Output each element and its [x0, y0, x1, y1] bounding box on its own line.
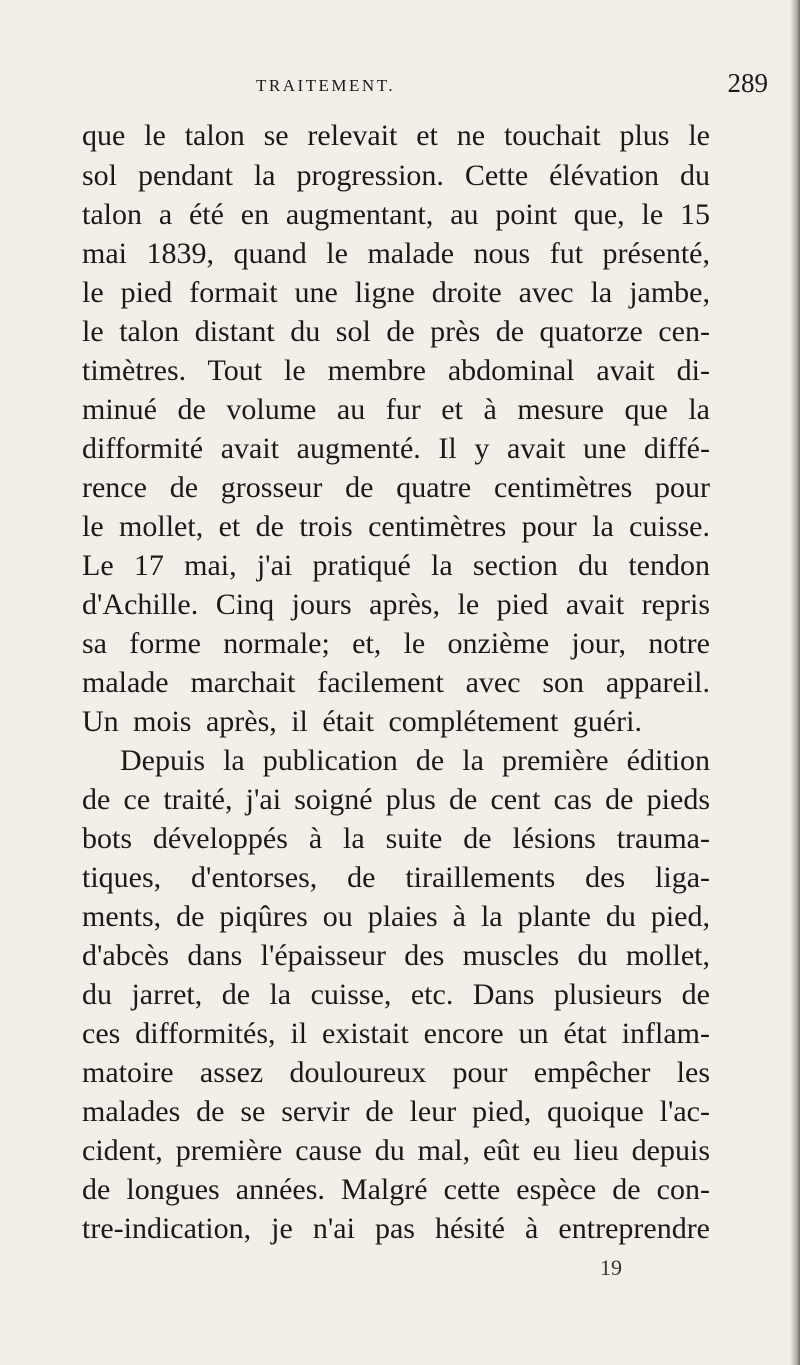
- text-line: le pied formait une ligne droite avec la jambe,: [82, 276, 710, 309]
- text-line: difformité avait augmenté. Il y avait une diffé-: [82, 432, 710, 465]
- running-head: TRAITEMENT.: [256, 76, 396, 95]
- page-edge-shadow: [790, 0, 800, 1365]
- text-line: d'Achille. Cinq jours après, le pied avait repris: [82, 588, 710, 621]
- text-line: de ce traité, j'ai soigné plus de cent cas de pieds: [82, 783, 710, 816]
- text-line: Le 17 mai, j'ai pratiqué la section du tendon: [82, 549, 710, 582]
- text-line: mai 1839, quand le malade nous fut présenté,: [82, 237, 710, 270]
- text-line: rence de grosseur de quatre centimètres pour: [82, 471, 710, 504]
- text-line: du jarret, de la cuisse, etc. Dans plusieurs de: [82, 978, 710, 1011]
- text-line: ces difformités, il existait encore un état inflam-: [82, 1017, 710, 1050]
- text-line: tiques, d'entorses, de tiraillements des liga-: [82, 861, 710, 894]
- text-line: cident, première cause du mal, eût eu lieu depuis: [82, 1134, 710, 1167]
- page-number: 289: [727, 68, 768, 98]
- text-line: d'abcès dans l'épaisseur des muscles du mollet,: [82, 939, 710, 972]
- text-line: tre-indication, je n'ai pas hésité à entreprendre: [82, 1212, 710, 1245]
- text-line: Depuis la publication de la première édition: [120, 744, 710, 777]
- text-line: bots développés à la suite de lésions trauma-: [82, 822, 710, 855]
- text-line: timètres. Tout le membre abdominal avait di-: [82, 354, 710, 387]
- text-line: malades de se servir de leur pied, quoique l'ac-: [82, 1095, 710, 1128]
- text-line: le talon distant du sol de près de quatorze cen-: [82, 315, 710, 348]
- text-line: matoire assez douloureux pour empêcher les: [82, 1056, 710, 1089]
- page-header: [256, 60, 768, 100]
- text-line: le mollet, et de trois centimètres pour la cuisse.: [82, 510, 710, 543]
- text-line: sa forme normale; et, le onzième jour, notre: [82, 627, 710, 660]
- text-line: malade marchait facilement avec son appareil.: [82, 666, 710, 699]
- text-line: sol pendant la progression. Cette élévation du: [82, 159, 710, 192]
- text-line: Un mois après, il était complétement guéri.: [82, 705, 642, 738]
- text-line: que le talon se relevait et ne touchait plus le: [82, 119, 710, 152]
- text-line: minué de volume au fur et à mesure que la: [82, 393, 710, 426]
- text-line: talon a été en augmentant, au point que, le 15: [82, 198, 710, 231]
- text-line: ments, de piqûres ou plaies à la plante du pied,: [82, 900, 710, 933]
- text-line: de longues années. Malgré cette espèce de con-: [82, 1173, 710, 1206]
- signature-mark: 19: [600, 1255, 622, 1280]
